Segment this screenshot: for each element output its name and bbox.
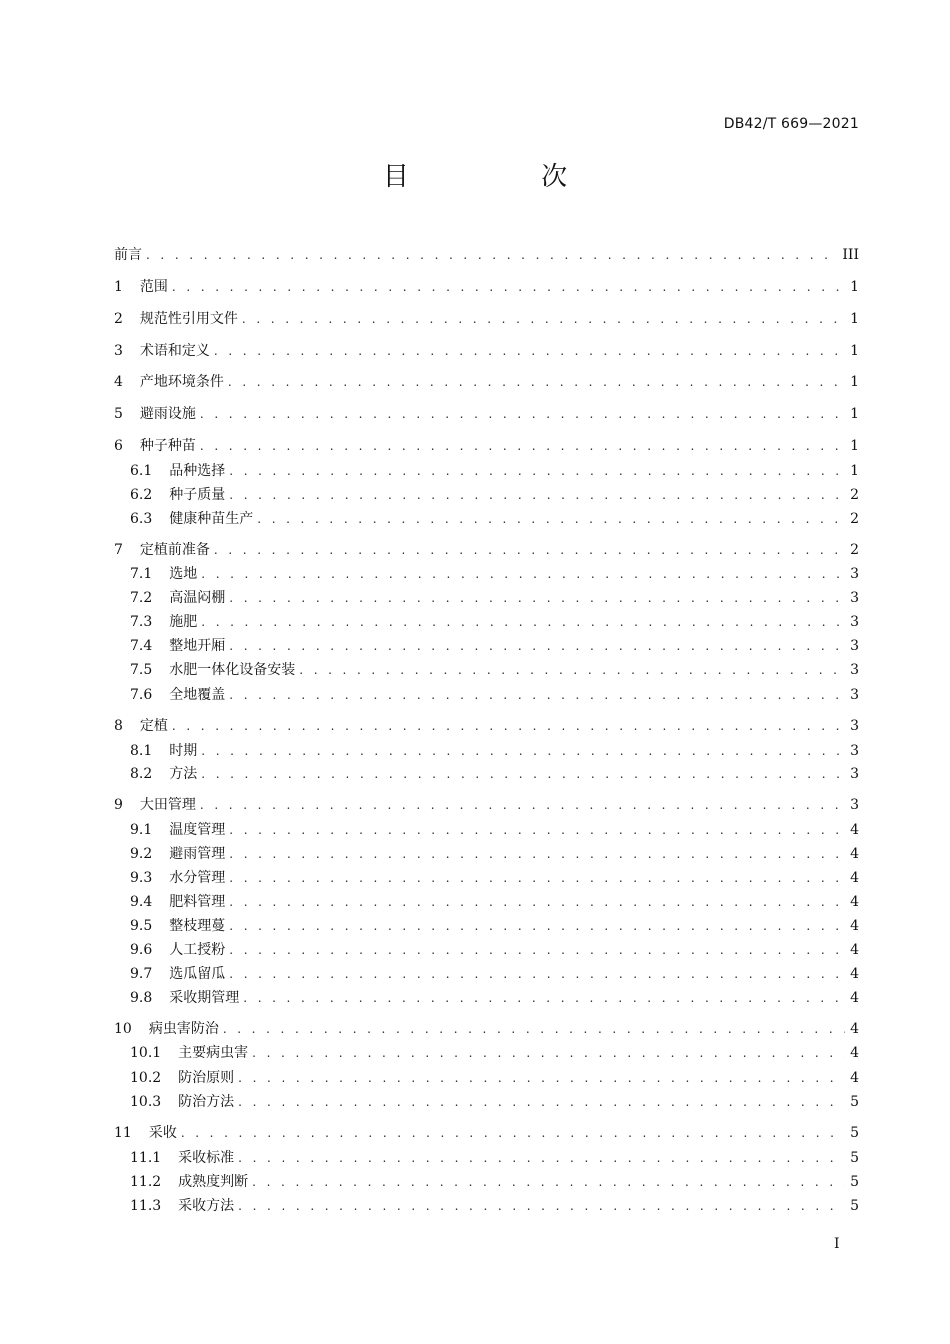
toc-entry-number: 8.1 <box>130 743 153 759</box>
toc-entry-label: 高温闷棚 <box>169 590 226 606</box>
toc-entry-number: 7.6 <box>130 687 153 703</box>
toc-entry[interactable] <box>114 436 859 456</box>
toc-entry-label: 主要病虫害 <box>178 1045 249 1061</box>
toc-entry[interactable] <box>114 716 859 736</box>
toc-entry-page: 3 <box>850 718 859 734</box>
toc-entry-page: 3 <box>850 662 859 678</box>
toc-subentry[interactable] <box>130 820 859 840</box>
toc-entry-page: 4 <box>850 894 859 910</box>
toc-subentry[interactable] <box>130 741 859 761</box>
toc-entry[interactable] <box>114 245 859 265</box>
toc-entry-label: 定植前准备 <box>139 542 210 558</box>
toc-entry[interactable] <box>114 309 859 329</box>
toc-entry-page: 3 <box>850 638 859 654</box>
toc-subentry[interactable] <box>130 636 859 656</box>
toc-subentry[interactable] <box>130 916 859 936</box>
dot-leader <box>172 277 845 297</box>
toc-subentry[interactable] <box>130 1196 859 1216</box>
dot-leader <box>238 1092 845 1112</box>
toc-entry-number: 9 <box>114 797 123 813</box>
toc-subentry[interactable] <box>130 1092 859 1112</box>
toc-entry-number: 9.1 <box>130 822 153 838</box>
toc-entry-label: 选瓜留瓜 <box>169 966 226 982</box>
dot-leader <box>200 436 845 456</box>
toc-entry-page: 2 <box>850 542 859 558</box>
dot-leader <box>229 940 845 960</box>
dot-leader <box>229 820 845 840</box>
toc-subentry[interactable] <box>130 1148 859 1168</box>
toc-subentry[interactable] <box>130 1068 859 1088</box>
dot-leader <box>229 916 845 936</box>
toc-entry-number: 10.2 <box>130 1070 162 1086</box>
toc-subentry[interactable] <box>130 685 859 705</box>
dot-leader <box>252 1172 845 1192</box>
toc-entry-label: 防治方法 <box>178 1094 235 1110</box>
toc-entry-label: 采收 <box>148 1125 177 1141</box>
dot-leader <box>146 245 838 265</box>
toc-entry-page: 4 <box>850 1045 859 1061</box>
toc-entry-label: 定植 <box>139 718 168 734</box>
toc-entry-label: 种子质量 <box>169 487 226 503</box>
toc-entry-page: 4 <box>850 966 859 982</box>
toc-entry-number: 6.1 <box>130 463 153 479</box>
toc-entry-page: 1 <box>850 438 859 454</box>
toc-entry-number: 4 <box>114 374 123 390</box>
toc-entry-label: 产地环境条件 <box>139 374 224 390</box>
toc-entry-page: 5 <box>850 1198 859 1214</box>
toc-entry-label: 肥料管理 <box>169 894 226 910</box>
dot-leader <box>214 341 845 361</box>
toc-entry-label: 方法 <box>169 766 198 782</box>
toc-entry-label: 术语和定义 <box>139 343 210 359</box>
toc-subentry[interactable] <box>130 964 859 984</box>
toc-entry[interactable] <box>114 540 859 560</box>
toc-entry-label: 品种选择 <box>169 463 226 479</box>
toc-entry-page: 4 <box>850 990 859 1006</box>
toc-entry-label: 健康种苗生产 <box>169 511 254 527</box>
toc-entry-number: 10 <box>114 1021 132 1037</box>
toc-entry-number: 9.8 <box>130 990 153 1006</box>
toc-entry-page: 4 <box>850 870 859 886</box>
dot-leader <box>229 461 845 481</box>
toc-entry-page: 3 <box>850 797 859 813</box>
toc-subentry[interactable] <box>130 461 859 481</box>
toc-entry-label: 大田管理 <box>139 797 196 813</box>
toc-entry-label: 成熟度判断 <box>178 1174 249 1190</box>
dot-leader <box>201 741 845 761</box>
toc-entry-page: 2 <box>850 487 859 503</box>
toc-entry-page: 5 <box>850 1150 859 1166</box>
toc-entry-number: 10.3 <box>130 1094 162 1110</box>
toc-subentry[interactable] <box>130 868 859 888</box>
toc-entry-page: 1 <box>850 374 859 390</box>
toc-subentry[interactable] <box>130 485 859 505</box>
toc-entry[interactable] <box>114 1123 859 1143</box>
toc-entry[interactable] <box>114 372 859 392</box>
dot-leader <box>252 1043 845 1063</box>
dot-leader <box>223 1019 845 1039</box>
dot-leader <box>229 892 845 912</box>
toc-entry-number: 7.5 <box>130 662 153 678</box>
toc-entry-label: 前言 <box>114 247 142 263</box>
toc-entry-page: 5 <box>850 1174 859 1190</box>
toc-entry-label: 避雨管理 <box>169 846 226 862</box>
toc-entry-page: 3 <box>850 566 859 582</box>
toc-entry-number: 7.2 <box>130 590 153 606</box>
toc-subentry[interactable] <box>130 660 859 680</box>
toc-entry-number: 6.2 <box>130 487 153 503</box>
toc-entry-label: 采收期管理 <box>169 990 240 1006</box>
toc-entry-label: 整地开厢 <box>169 638 226 654</box>
toc-subentry[interactable] <box>130 764 859 784</box>
toc-entry-page: 4 <box>850 942 859 958</box>
toc-entry-label: 选地 <box>169 566 198 582</box>
dot-leader <box>229 844 845 864</box>
toc-entry-page: 3 <box>850 590 859 606</box>
toc-entry-label: 时期 <box>169 743 198 759</box>
toc-entry-number: 5 <box>114 406 123 422</box>
toc-entry-label: 病虫害防治 <box>148 1021 219 1037</box>
dot-leader <box>201 612 845 632</box>
toc-entry-page: 4 <box>850 822 859 838</box>
dot-leader <box>229 685 845 705</box>
toc-entry-page: 1 <box>850 343 859 359</box>
toc-entry-page: 3 <box>850 687 859 703</box>
toc-entry-number: 7 <box>114 542 123 558</box>
toc-entry-number: 8 <box>114 718 123 734</box>
toc-entry-page: 4 <box>850 846 859 862</box>
toc-entry-page: 1 <box>850 311 859 327</box>
dot-leader <box>229 588 845 608</box>
toc-entry-number: 3 <box>114 343 123 359</box>
toc-entry[interactable] <box>114 1019 859 1039</box>
dot-leader <box>243 988 845 1008</box>
toc-entry-label: 避雨设施 <box>139 406 196 422</box>
page-title: 目 次 <box>382 162 630 192</box>
toc-entry-label: 防治原则 <box>178 1070 235 1086</box>
toc-entry-label: 水肥一体化设备安装 <box>169 662 296 678</box>
toc-entry-label: 种子种苗 <box>139 438 196 454</box>
toc-entry-number: 8.2 <box>130 766 153 782</box>
toc-entry-label: 温度管理 <box>169 822 226 838</box>
dot-leader <box>214 540 845 560</box>
dot-leader <box>228 372 845 392</box>
toc-entry-label: 水分管理 <box>169 870 226 886</box>
toc-entry-number: 7.3 <box>130 614 153 630</box>
toc-entry-label: 施肥 <box>169 614 198 630</box>
toc-subentry[interactable] <box>130 988 859 1008</box>
toc-entry-page: 5 <box>850 1094 859 1110</box>
toc-subentry[interactable] <box>130 940 859 960</box>
toc-entry-number: 9.2 <box>130 846 153 862</box>
dot-leader <box>181 1123 845 1143</box>
toc-entry[interactable] <box>114 404 859 424</box>
dot-leader <box>238 1068 845 1088</box>
toc-entry-number: 11.2 <box>130 1174 162 1190</box>
toc-subentry[interactable] <box>130 1172 859 1192</box>
toc-subentry[interactable] <box>130 588 859 608</box>
toc-entry-page: III <box>842 247 859 263</box>
toc-subentry[interactable] <box>130 509 859 529</box>
toc-subentry[interactable] <box>130 844 859 864</box>
toc-entry-page: 3 <box>850 614 859 630</box>
toc-entry-number: 2 <box>114 311 123 327</box>
dot-leader <box>229 636 845 656</box>
toc-entry-number: 6 <box>114 438 123 454</box>
toc-entry-page: 4 <box>850 1070 859 1086</box>
dot-leader <box>200 404 845 424</box>
toc-entry-label: 范围 <box>139 279 168 295</box>
toc-entry-number: 11 <box>114 1125 132 1141</box>
toc-entry-number: 7.4 <box>130 638 153 654</box>
toc-subentry[interactable] <box>130 564 859 584</box>
toc-entry[interactable] <box>114 795 859 815</box>
toc-subentry[interactable] <box>130 1043 859 1063</box>
toc-entry-label: 整枝理蔓 <box>169 918 226 934</box>
toc-entry-page: 1 <box>850 463 859 479</box>
toc-entry-number: 9.5 <box>130 918 153 934</box>
toc-entry[interactable] <box>114 341 859 361</box>
toc-entry-page: 3 <box>850 766 859 782</box>
dot-leader <box>200 795 845 815</box>
toc-entry-label: 全地覆盖 <box>169 687 226 703</box>
toc-subentry[interactable] <box>130 892 859 912</box>
toc-entry-label: 采收标准 <box>178 1150 235 1166</box>
dot-leader <box>201 564 845 584</box>
toc-entry-label: 人工授粉 <box>169 942 226 958</box>
dot-leader <box>257 509 845 529</box>
dot-leader <box>229 964 845 984</box>
dot-leader <box>229 485 845 505</box>
toc-entry-page: 3 <box>850 743 859 759</box>
toc-entry-page: 4 <box>850 918 859 934</box>
toc-entry[interactable] <box>114 277 859 297</box>
toc-entry-number: 6.3 <box>130 511 153 527</box>
toc-entry-page: 1 <box>850 279 859 295</box>
toc-entry-number: 1 <box>114 279 123 295</box>
document-code: DB42/T 669—2021 <box>723 116 859 132</box>
toc-entry-number: 11.1 <box>130 1150 162 1166</box>
dot-leader <box>242 309 845 329</box>
toc-entry-page: 2 <box>850 511 859 527</box>
dot-leader <box>201 764 845 784</box>
toc-entry-number: 9.3 <box>130 870 153 886</box>
toc-entry-page: 5 <box>850 1125 859 1141</box>
toc-subentry[interactable] <box>130 612 859 632</box>
toc-entry-page: 4 <box>850 1021 859 1037</box>
toc-entry-label: 采收方法 <box>178 1198 235 1214</box>
toc-entry-page: 1 <box>850 406 859 422</box>
toc-entry-number: 11.3 <box>130 1198 162 1214</box>
dot-leader <box>238 1196 845 1216</box>
dot-leader <box>172 716 845 736</box>
dot-leader <box>238 1148 845 1168</box>
dot-leader <box>229 868 845 888</box>
dot-leader <box>299 660 845 680</box>
toc-entry-number: 7.1 <box>130 566 153 582</box>
page-number: I <box>834 1236 840 1252</box>
toc-entry-number: 9.4 <box>130 894 153 910</box>
toc-entry-number: 9.7 <box>130 966 153 982</box>
toc-entry-number: 9.6 <box>130 942 153 958</box>
toc-entry-label: 规范性引用文件 <box>139 311 238 327</box>
toc-entry-number: 10.1 <box>130 1045 162 1061</box>
